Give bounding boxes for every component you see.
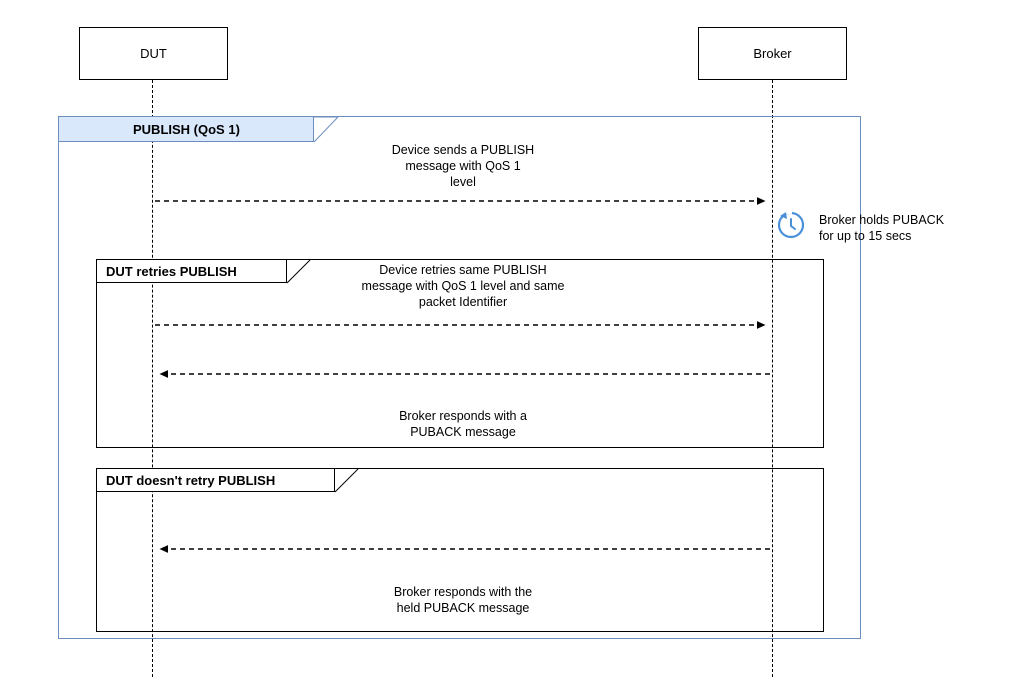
fragment-publish-qos1-label: PUBLISH (QoS 1) <box>133 122 240 137</box>
fragment-dut-retries-publish-label: DUT retries PUBLISH <box>106 264 237 279</box>
message-text-puback-response-line1: Broker responds with a <box>399 409 527 423</box>
broker-hold-note-line2: for up to 15 secs <box>819 229 912 243</box>
message-text-publish-send-line1: Device sends a PUBLISH <box>391 143 535 157</box>
fragment-dut-no-retry-publish-label: DUT doesn't retry PUBLISH <box>106 473 276 488</box>
message-text-publish-send-line2: message with QoS 1 <box>405 159 521 173</box>
participant-box-broker <box>698 27 847 80</box>
message-text-retry-publish-line1: Device retries same PUBLISH <box>379 263 547 277</box>
broker-hold-note-line1: Broker holds PUBACK <box>819 213 945 227</box>
message-text-held-puback-line1: Broker responds with the <box>393 585 533 599</box>
message-text-retry-publish-line3: packet Identifier <box>418 295 508 309</box>
participant-label-broker: Broker <box>753 46 792 61</box>
participant-label-dut: DUT <box>140 46 167 61</box>
message-text-held-puback-line2: held PUBACK message <box>396 601 530 615</box>
message-text-retry-publish-line2: message with QoS 1 level and same <box>361 279 565 293</box>
message-text-puback-response-line2: PUBACK message <box>410 425 516 439</box>
participant-box-dut <box>79 27 228 80</box>
message-text-publish-send-line3: level <box>450 175 476 189</box>
